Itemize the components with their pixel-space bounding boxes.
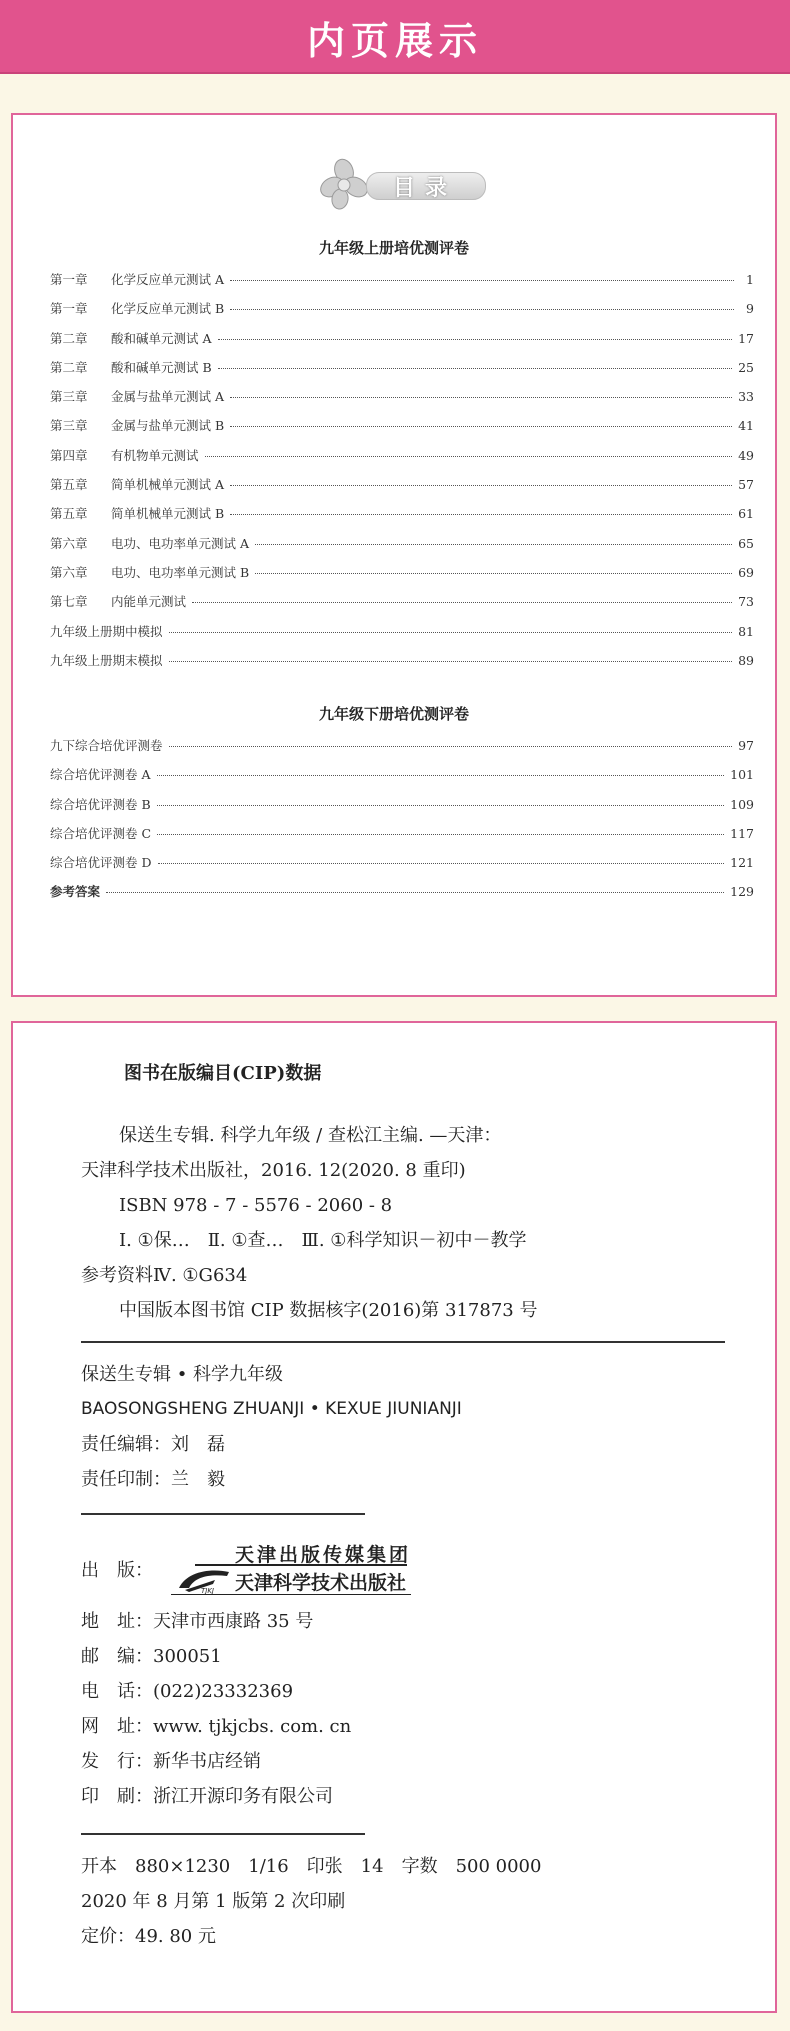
editor: 责任编辑：刘 磊 xyxy=(81,1434,225,1455)
toc-row[interactable] xyxy=(50,446,754,475)
book-title-pinyin: BAOSONGSHENG ZHUANJI • KEXUE JIUNIANJI xyxy=(81,1399,462,1419)
toc-title: 电功、电功率单元测试 B xyxy=(111,564,250,580)
toc-chapter: 第二章 xyxy=(50,359,88,375)
cip-line: Ⅰ. ①保… Ⅱ. ①查… Ⅲ. ①科学知识－初中－教学 xyxy=(119,1230,527,1251)
toc-leader xyxy=(157,775,725,776)
publisher-row xyxy=(81,1538,481,1602)
toc-row[interactable] xyxy=(50,504,754,533)
toc-title: 简单机械单元测试 A xyxy=(111,477,225,493)
publisher-group: 天津出版传媒集团 xyxy=(235,1544,412,1566)
toc-page: 41 xyxy=(738,418,754,434)
toc-page: 121 xyxy=(730,855,754,871)
toc-leader xyxy=(169,746,733,747)
toc-title: 综合培优评测卷 B xyxy=(50,796,151,812)
toc-row[interactable] xyxy=(50,329,754,358)
toc-leader xyxy=(169,632,733,633)
toc-list-upper xyxy=(50,270,754,680)
cip-line: 参考资料Ⅳ. ①G634 xyxy=(81,1265,248,1286)
cip-line: 天津科学技术出版社，2016. 12(2020. 8 重印) xyxy=(81,1160,466,1181)
toc-leader xyxy=(158,863,725,864)
print-specs xyxy=(81,1849,541,1954)
postcode: 邮 编：300051 xyxy=(81,1646,222,1667)
toc-title: 金属与盐单元测试 B xyxy=(111,418,225,434)
toc-title: 化学反应单元测试 B xyxy=(111,301,225,317)
toc-leader xyxy=(169,661,733,662)
toc-page: 73 xyxy=(738,594,754,610)
phone: 电 话：(022)23332369 xyxy=(81,1681,294,1702)
toc-chapter: 第五章 xyxy=(50,477,88,493)
toc-leader xyxy=(230,397,732,398)
toc-leader xyxy=(230,280,734,281)
banner-title: 内页展示 xyxy=(306,19,483,63)
publisher-logo-icon xyxy=(175,1566,233,1594)
toc-page: 9 xyxy=(746,301,754,317)
website[interactable]: 网 址：www. tjkjcbs. com. cn xyxy=(81,1716,352,1737)
publisher-name: 天津科学技术出版社 xyxy=(235,1572,407,1594)
divider xyxy=(81,1513,365,1515)
publisher-info xyxy=(81,1604,351,1814)
toc-page: 61 xyxy=(738,506,754,522)
toc-title: 酸和碱单元测试 A xyxy=(111,330,212,346)
toc-row[interactable] xyxy=(50,416,754,445)
toc-chapter: 第三章 xyxy=(50,418,88,434)
toc-leader xyxy=(255,573,732,574)
toc-page: 25 xyxy=(738,359,754,375)
toc-title: 参考答案 xyxy=(50,884,101,900)
svg-text:TJKJ: TJKJ xyxy=(201,1587,214,1594)
printer-supervisor: 责任印制：兰 毅 xyxy=(81,1469,225,1490)
toc-chapter: 第四章 xyxy=(50,447,88,463)
toc-page: 1 xyxy=(746,272,754,287)
toc-leader xyxy=(230,309,734,310)
cip-line: 中国版本图书馆 CIP 数据核字(2016)第 317873 号 xyxy=(119,1300,538,1321)
book-title: 保送生专辑 • 科学九年级 xyxy=(81,1364,284,1385)
toc-row[interactable] xyxy=(50,651,754,680)
toc-leader xyxy=(106,892,724,893)
toc-page: 109 xyxy=(730,796,754,812)
cip-line: 保送生专辑. 科学九年级 / 查松江主编. —天津： xyxy=(119,1125,502,1146)
toc-chapter: 第五章 xyxy=(50,506,88,522)
toc-title: 简单机械单元测试 B xyxy=(111,506,225,522)
toc-chapter: 第七章 xyxy=(50,594,88,610)
divider xyxy=(81,1341,725,1343)
toc-page: 89 xyxy=(738,652,754,668)
toc-chapter: 第一章 xyxy=(50,272,88,287)
toc-title: 综合培优评测卷 C xyxy=(50,825,152,841)
top-banner xyxy=(0,0,790,72)
toc-chapter: 第六章 xyxy=(50,564,88,580)
toc-leader xyxy=(192,602,732,603)
format: 开本 880×1230 1/16 印张 14 字数 500 0000 xyxy=(81,1856,542,1877)
address: 地 址：天津市西康路 35 号 xyxy=(81,1611,314,1632)
toc-leader xyxy=(157,805,724,806)
toc-title: 内能单元测试 xyxy=(111,594,187,610)
toc-page: 97 xyxy=(738,738,754,753)
cip-line: ISBN 978 - 7 - 5576 - 2060 - 8 xyxy=(119,1195,393,1216)
toc-chapter: 第一章 xyxy=(50,301,88,317)
toc-page: 117 xyxy=(730,825,754,841)
toc-title: 九年级上册期中模拟 xyxy=(50,623,163,639)
toc-leader xyxy=(218,368,732,369)
toc-row[interactable] xyxy=(50,358,754,387)
cip-title: 图书在版编目(CIP)数据 xyxy=(124,1063,322,1084)
edition: 2020 年 8 月第 1 版第 2 次印刷 xyxy=(81,1891,346,1912)
toc-chapter: 第三章 xyxy=(50,389,88,405)
toc-chapter: 第六章 xyxy=(50,535,88,551)
toc-page: 81 xyxy=(738,623,754,639)
toc-page: 101 xyxy=(730,767,754,783)
toc-panel xyxy=(11,113,777,997)
toc-title: 九下综合培优评测卷 xyxy=(50,738,163,753)
toc-title: 九年级上册期末模拟 xyxy=(50,652,163,668)
toc-row[interactable] xyxy=(50,475,754,504)
toc-title: 综合培优评测卷 A xyxy=(50,767,151,783)
toc-row[interactable] xyxy=(50,824,754,853)
toc-list-lower xyxy=(50,736,754,912)
toc-page: 65 xyxy=(738,535,754,551)
toc-title: 化学反应单元测试 A xyxy=(111,272,225,287)
publisher-logo xyxy=(171,1538,471,1602)
toc-chapter: 第二章 xyxy=(50,330,88,346)
toc-title: 电功、电功率单元测试 A xyxy=(111,535,250,551)
logo-rule xyxy=(171,1594,411,1595)
toc-leader xyxy=(230,485,732,486)
printing-company: 印 刷：浙江开源印务有限公司 xyxy=(81,1786,333,1807)
toc-row[interactable] xyxy=(50,795,754,824)
distributor: 发 行：新华书店经销 xyxy=(81,1751,261,1772)
toc-title: 有机物单元测试 xyxy=(111,447,199,463)
toc-row[interactable] xyxy=(50,736,754,765)
toc-leader xyxy=(218,339,733,340)
toc-title: 综合培优评测卷 D xyxy=(50,855,152,871)
section-title-lower: 九年级下册培优测评卷 xyxy=(318,705,469,723)
toc-page: 69 xyxy=(738,564,754,580)
toc-leader xyxy=(230,514,732,515)
book-info xyxy=(81,1357,462,1497)
toc-row[interactable] xyxy=(50,882,754,911)
toc-page: 17 xyxy=(738,330,754,346)
toc-header-label: 目录 xyxy=(393,175,458,201)
toc-row[interactable] xyxy=(50,853,754,882)
toc-row[interactable] xyxy=(50,563,754,592)
toc-row[interactable] xyxy=(50,299,754,328)
toc-leader xyxy=(255,544,732,545)
toc-page: 33 xyxy=(738,389,754,405)
toc-row[interactable] xyxy=(50,270,754,299)
toc-leader xyxy=(157,834,724,835)
toc-header xyxy=(318,157,498,211)
toc-row[interactable] xyxy=(50,387,754,416)
divider xyxy=(81,1833,365,1835)
toc-row[interactable] xyxy=(50,765,754,794)
cip-record xyxy=(81,1118,731,1328)
section-title-upper: 九年级上册培优测评卷 xyxy=(318,239,469,257)
toc-page: 129 xyxy=(730,884,754,900)
publisher-label: 出 版： xyxy=(81,1560,153,1581)
price: 定价：49. 80 元 xyxy=(81,1926,216,1947)
toc-title: 酸和碱单元测试 B xyxy=(111,359,212,375)
cip-panel xyxy=(11,1021,777,2013)
toc-row[interactable] xyxy=(50,592,754,621)
toc-leader xyxy=(205,456,733,457)
toc-row[interactable] xyxy=(50,534,754,563)
toc-row[interactable] xyxy=(50,622,754,651)
toc-page: 57 xyxy=(738,477,754,493)
toc-title: 金属与盐单元测试 A xyxy=(111,389,225,405)
toc-page: 49 xyxy=(738,447,754,463)
toc-leader xyxy=(230,426,732,427)
